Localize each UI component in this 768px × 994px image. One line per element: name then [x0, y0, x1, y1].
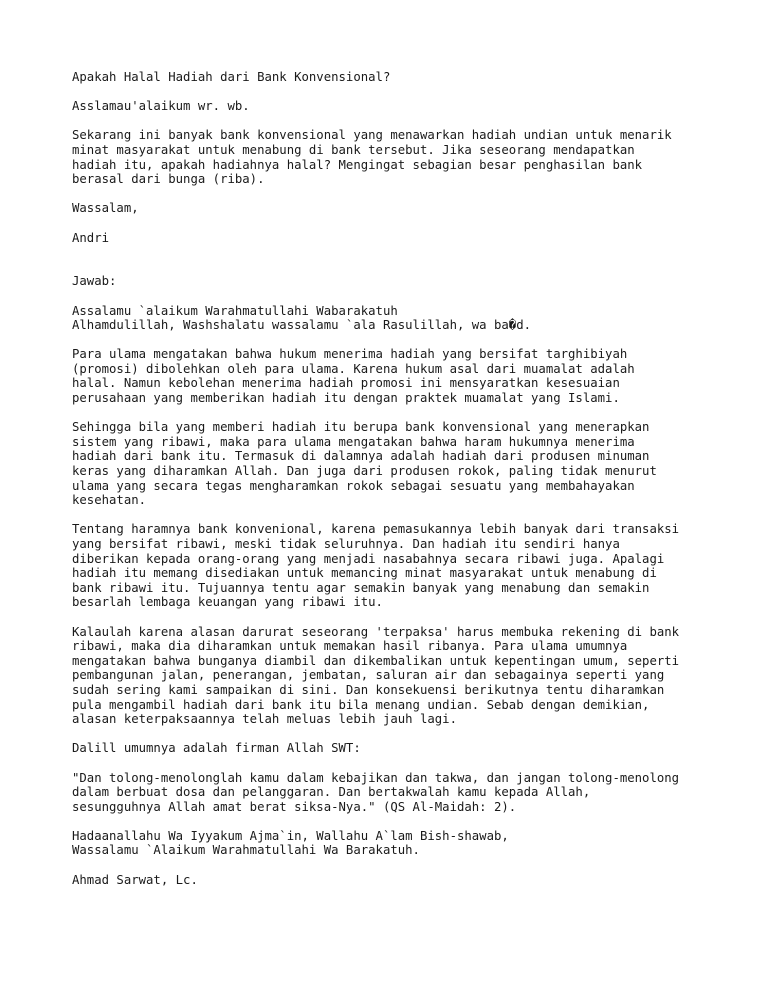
- answer-paragraph: Sehingga bila yang memberi hadiah itu berupa bank konvensional yang menerapkan sistem yang ribawi, maka para ulama mengatakan bahwa haram hukumnya menerima hadiah dari bank itu. Termasuk di dalamnya adalah hadiah dari produsen minuman keras yang diharamkan Allah. Dan juga dari produsen rokok, paling tidak menurut ulama yang secara tegas mengharamkan rokok sebagai sesuatu yang membahayakan kesehatan.: [72, 420, 657, 508]
- quran-quote: "Dan tolong-menolonglah kamu dalam kebajikan dan takwa, dan jangan tolong-menolong dalam berbuat dosa dan pelanggaran. Dan bertakwalah kamu kepada Allah, sesungguhnya Allah amat berat siksa-Nya." (QS Al-Maidah: 2).: [72, 770, 680, 814]
- spacer: [72, 260, 712, 275]
- answer-paragraph: Tentang haramnya bank konvenional, karena pemasukannya lebih banyak dari transaksi yang bersifat ribawi, meski tidak seluruhnya. Dan hadiah itu sendiri hanya diberikan kepada orang-orang yang menjadi nasabahnya secara ribawi juga. Apalagi hadiah itu memang disediakan untuk memancing minat masyarakat untuk menabung di bank ribawi itu. Tujuannya tentu agar semakin banyak yang menabung dan semakin besarlah lembaga keuangan yang ribawi itu.: [72, 522, 680, 610]
- closing: Wassalam,: [72, 201, 139, 216]
- document-title: Apakah Halal Hadiah dari Bank Konvensional?: [72, 70, 391, 84]
- signature: Ahmad Sarwat, Lc.: [72, 872, 198, 887]
- sender-name: Andri: [72, 230, 110, 245]
- answer-paragraph: Para ulama mengatakan bahwa hukum menerima hadiah yang bersifat targhibiyah (promosi) dibolehkan oleh para ulama. Karena hukum asal dari muamalat adalah halal. Namun kebolehan menerima hadiah promosi ini mensyaratkan kesesuaian perusahaan yang memberikan hadiah itu dengan praktek muamalat yang Islami.: [72, 347, 635, 406]
- document-page: [72, 70, 712, 902]
- answer-paragraph: Dalill umumnya adalah firman Allah SWT:: [72, 741, 361, 756]
- greeting: Asslamau'alaikum wr. wb.: [72, 99, 250, 114]
- question-paragraph: Sekarang ini banyak bank konvensional yang menawarkan hadiah undian untuk menarik minat masyarakat untuk menabung di bank tersebut. Jika seseorang mendapatkan hadiah itu, apakah hadiahnya halal? Mengingat sebagian besar penghasilan bank berasal dari bunga (riba).: [72, 128, 672, 187]
- answer-opening: Assalamu `alaikum Warahmatullahi Wabarakatuh Alhamdulillah, Washshalatu wassalamu `ala Rasulillah, wa ba�d.: [72, 303, 532, 333]
- closing-salutation: Hadaanallahu Wa Iyyakum Ajma`in, Wallahu A`lam Bish-shawab, Wassalamu `Alaikum Warahmatullahi Wa Barakatuh.: [72, 828, 509, 858]
- answer-label: Jawab:: [72, 274, 117, 289]
- answer-paragraph: Kalaulah karena alasan darurat seseorang 'terpaksa' harus membuka rekening di bank ribawi, maka dia diharamkan untuk memakan hasil ribanya. Para ulama umumnya mengatakan bahwa bunganya diambil dan dikembalikan untuk kepentingan umum, seperti pembangunan jalan, penerangan, jembatan, saluran air dan sebagainya seperti yang sudah sering kami sampaikan di sini. Dan konsekuensi berikutnya tentu diharamkan pula mengambil hadiah dari bank itu bila menang undian. Sebab dengan demikian, alasan keterpaksaannya telah meluas lebih jauh lagi.: [72, 624, 680, 727]
